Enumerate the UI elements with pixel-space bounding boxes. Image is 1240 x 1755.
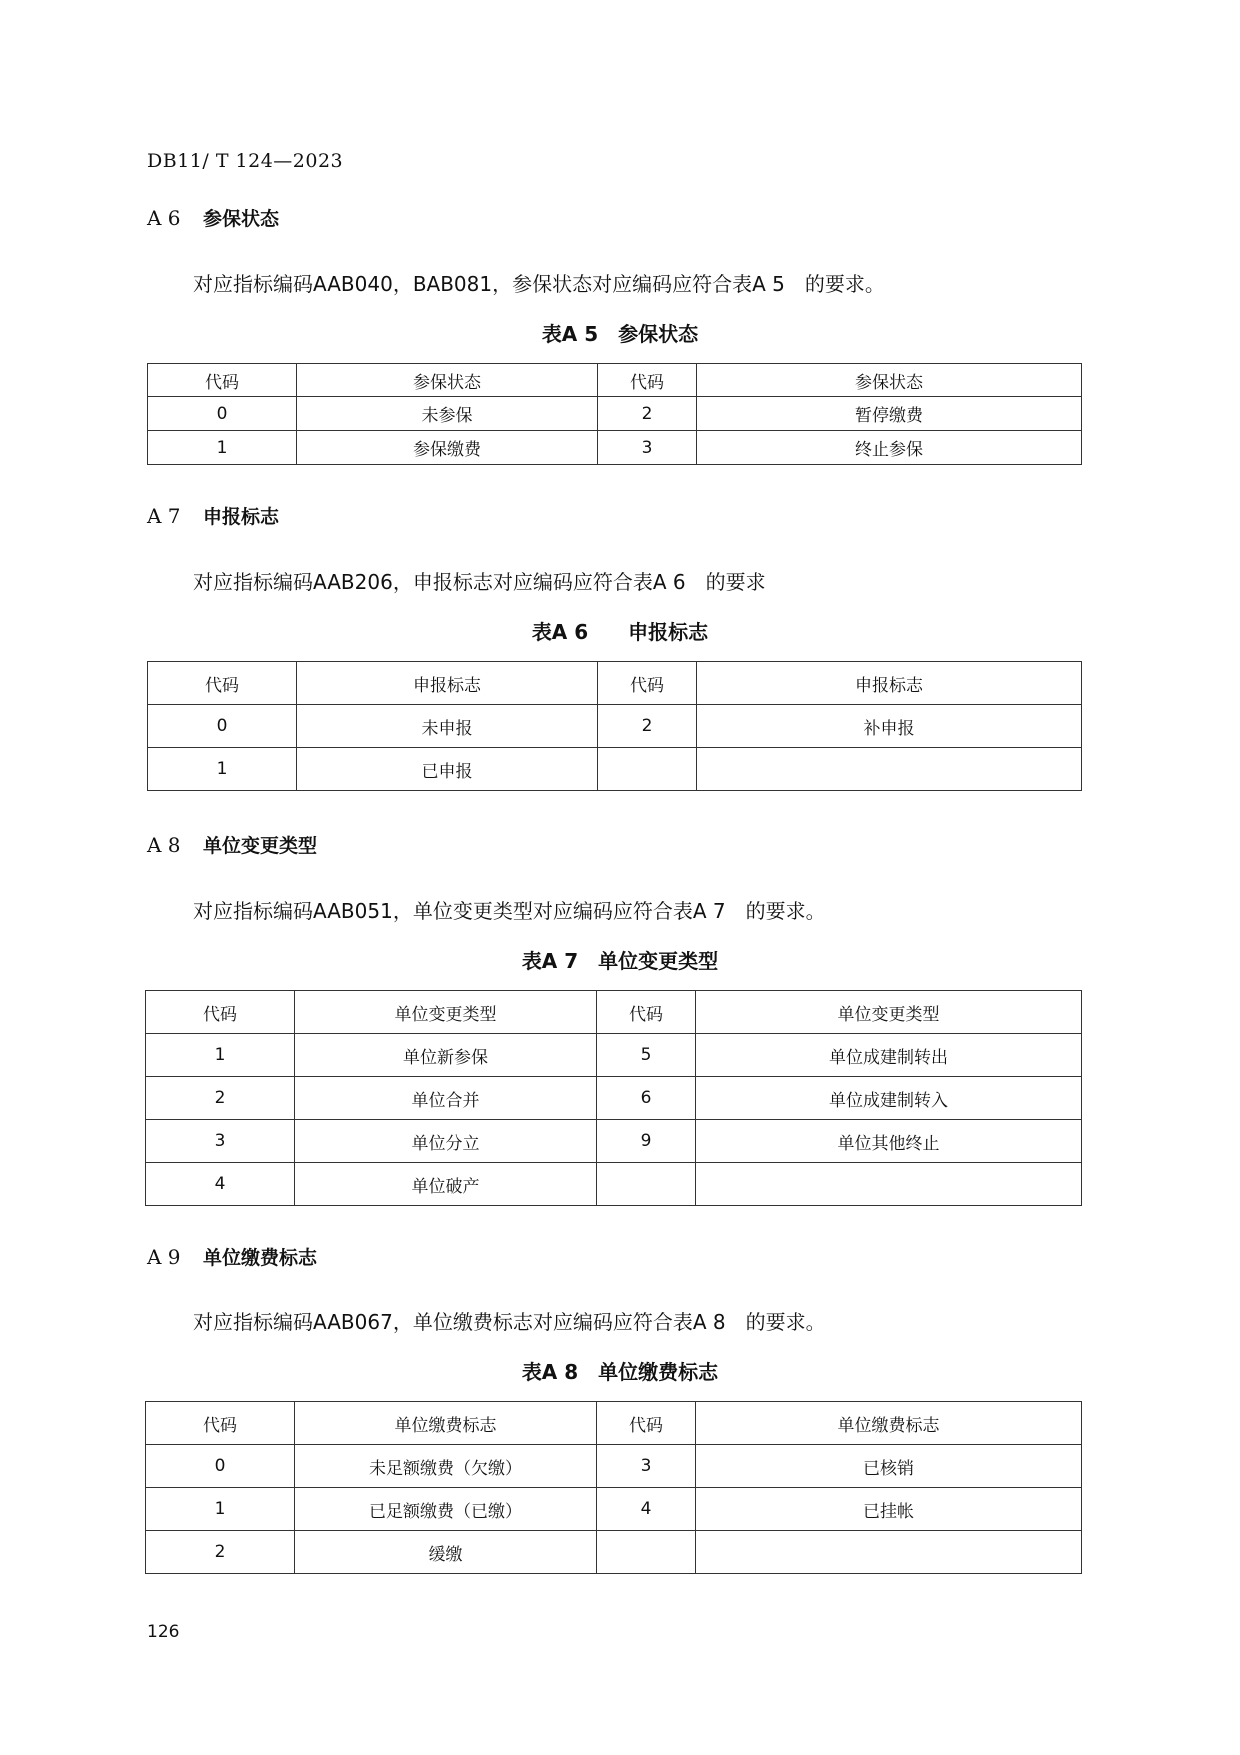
table-cell: 0 — [146, 1445, 295, 1488]
section-number: A 8 — [147, 833, 181, 857]
table-caption: 表A 8 单位缴费标志 — [521, 1360, 719, 1384]
header-cell: 代码 — [146, 1402, 295, 1445]
table-cell: 单位成建制转出 — [696, 1034, 1082, 1077]
table-header-row — [148, 364, 1082, 397]
table-cell: 4 — [146, 1163, 295, 1206]
table-cell: 参保缴费 — [297, 431, 598, 465]
table-cell: 0 — [148, 397, 297, 431]
table-cell: 9 — [597, 1120, 696, 1163]
table-row — [146, 1531, 1082, 1574]
table-header-row — [148, 662, 1082, 705]
table-row — [146, 1163, 1082, 1206]
table-cell: 2 — [146, 1077, 295, 1120]
header-cell: 单位变更类型 — [295, 991, 597, 1034]
header-cell: 代码 — [146, 991, 295, 1034]
table-cell: 单位合并 — [295, 1077, 597, 1120]
table-cell: 已挂帐 — [696, 1488, 1082, 1531]
table-cell: 5 — [597, 1034, 696, 1077]
section-paragraph: 对应指标编码AAB067，单位缴费标志对应编码应符合表A 8 的要求。 — [193, 1310, 826, 1334]
section-title: 参保状态 — [203, 208, 280, 230]
header-cell: 代码 — [597, 1402, 696, 1445]
table-cell: 1 — [148, 431, 297, 465]
table-cell: 6 — [597, 1077, 696, 1120]
table-cell: 1 — [148, 748, 297, 791]
table-cell: 补申报 — [697, 705, 1082, 748]
section-number: A 7 — [147, 504, 181, 528]
header-cell: 单位缴费标志 — [696, 1402, 1082, 1445]
section-title: 申报标志 — [203, 506, 280, 528]
table-cell — [597, 1531, 696, 1574]
table-cell: 已足额缴费（已缴） — [295, 1488, 597, 1531]
section-number: A 6 — [147, 206, 181, 230]
section-paragraph: 对应指标编码AAB040，BAB081，参保状态对应编码应符合表A 5 的要求。 — [193, 272, 885, 296]
section-title: 单位缴费标志 — [203, 1247, 318, 1269]
table-header-row — [146, 991, 1082, 1034]
table-header-row — [146, 1402, 1082, 1445]
header-cell: 单位缴费标志 — [295, 1402, 597, 1445]
table-row — [148, 397, 1082, 431]
table-cell: 已申报 — [297, 748, 598, 791]
header-cell: 代码 — [148, 662, 297, 705]
header-cell: 代码 — [148, 364, 297, 397]
table-row — [148, 431, 1082, 465]
table-cell: 未足额缴费（欠缴） — [295, 1445, 597, 1488]
table-cell: 2 — [598, 705, 697, 748]
table-cell — [696, 1163, 1082, 1206]
page-number: 126 — [147, 1622, 180, 1642]
table-cell: 单位其他终止 — [696, 1120, 1082, 1163]
table-row — [146, 1120, 1082, 1163]
table-cell: 1 — [146, 1034, 295, 1077]
table-row — [146, 1488, 1082, 1531]
table-cell: 3 — [598, 431, 697, 465]
section-title: 单位变更类型 — [203, 835, 318, 857]
section-heading-a9 — [147, 1243, 317, 1270]
section-heading-a7 — [147, 502, 279, 529]
table-row — [146, 1077, 1082, 1120]
table-cell: 2 — [598, 397, 697, 431]
section-heading-a8 — [147, 831, 317, 858]
table-cell: 单位分立 — [295, 1120, 597, 1163]
header-cell: 申报标志 — [297, 662, 598, 705]
table-cell — [697, 748, 1082, 791]
table-caption: 表A 5 参保状态 — [541, 322, 699, 346]
table-row — [148, 705, 1082, 748]
table-cell: 未参保 — [297, 397, 598, 431]
table-cell: 暂停缴费 — [697, 397, 1082, 431]
section-paragraph: 对应指标编码AAB206，申报标志对应编码应符合表A 6 的要求 — [193, 570, 766, 594]
table-cell: 1 — [146, 1488, 295, 1531]
table-cell: 3 — [597, 1445, 696, 1488]
header-cell: 代码 — [598, 662, 697, 705]
table-cell — [597, 1163, 696, 1206]
table-cell: 0 — [148, 705, 297, 748]
header-cell: 代码 — [597, 991, 696, 1034]
table-cell: 单位成建制转入 — [696, 1077, 1082, 1120]
table-caption: 表A 6 申报标志 — [531, 620, 709, 644]
header-cell: 申报标志 — [697, 662, 1082, 705]
table-row — [146, 1034, 1082, 1077]
table-cell: 3 — [146, 1120, 295, 1163]
table-cell — [696, 1531, 1082, 1574]
table-cell: 4 — [597, 1488, 696, 1531]
header-cell: 参保状态 — [297, 364, 598, 397]
table-a6 — [147, 661, 1082, 791]
table-cell: 未申报 — [297, 705, 598, 748]
section-paragraph: 对应指标编码AAB051，单位变更类型对应编码应符合表A 7 的要求。 — [193, 899, 826, 923]
section-heading-a6 — [147, 204, 279, 231]
header-cell: 单位变更类型 — [696, 991, 1082, 1034]
table-cell: 缓缴 — [295, 1531, 597, 1574]
document-header: DB11/ T 124—2023 — [147, 150, 344, 172]
table-caption: 表A 7 单位变更类型 — [521, 949, 719, 973]
table-a5 — [147, 363, 1082, 465]
header-cell: 参保状态 — [697, 364, 1082, 397]
header-cell: 代码 — [598, 364, 697, 397]
table-cell — [598, 748, 697, 791]
section-number: A 9 — [147, 1245, 181, 1269]
table-row — [146, 1445, 1082, 1488]
table-a8 — [145, 1401, 1082, 1574]
table-cell: 单位破产 — [295, 1163, 597, 1206]
table-row — [148, 748, 1082, 791]
table-a7 — [145, 990, 1082, 1206]
table-cell: 已核销 — [696, 1445, 1082, 1488]
table-cell: 2 — [146, 1531, 295, 1574]
table-cell: 终止参保 — [697, 431, 1082, 465]
table-cell: 单位新参保 — [295, 1034, 597, 1077]
